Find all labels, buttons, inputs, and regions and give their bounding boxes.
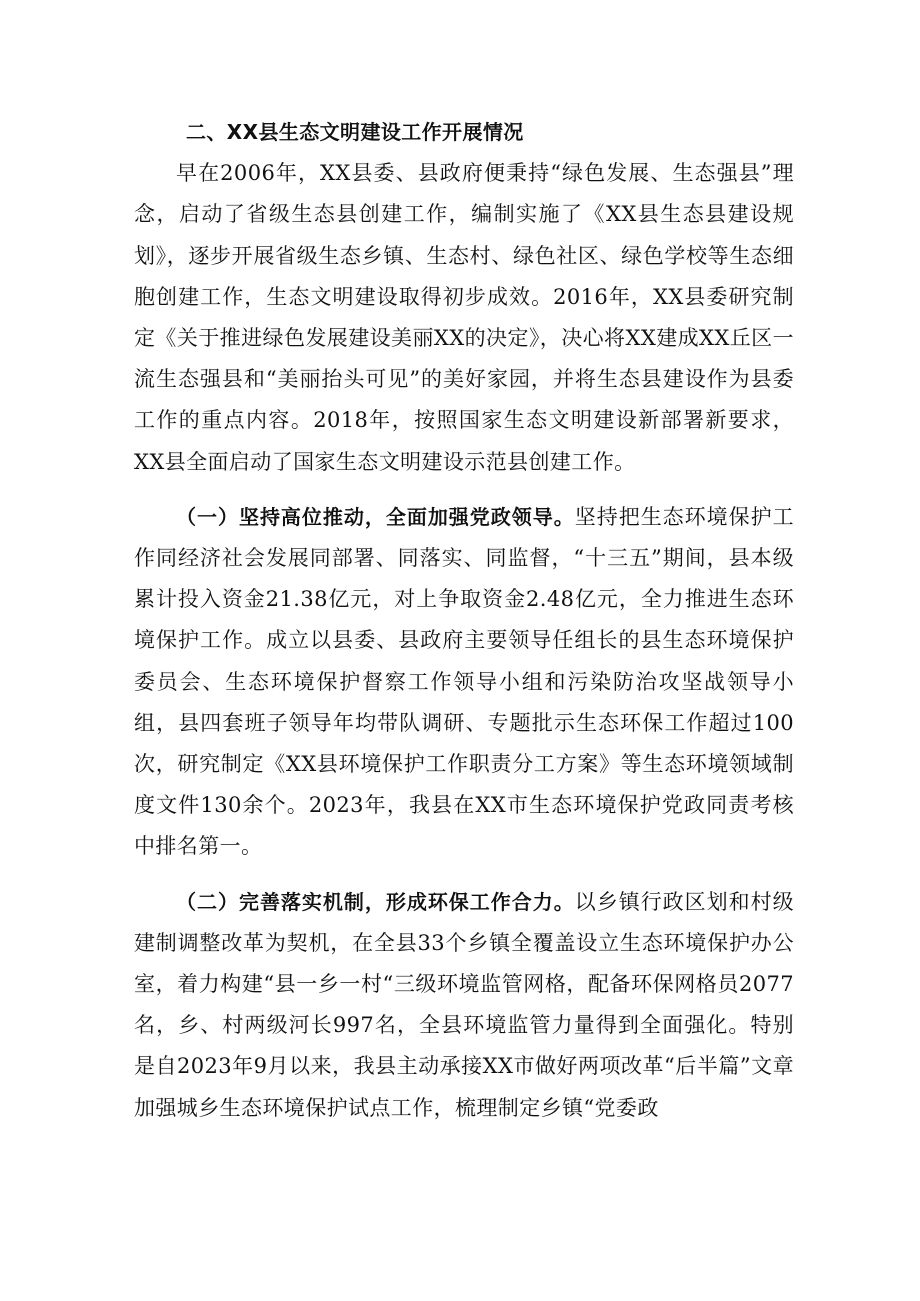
paragraph-mechanism	[134, 882, 794, 1129]
paragraph-leadership-body: 坚持把生态环境保护工作同经济社会发展同部署、同落实、同监督，“十三五”期间，县本级累计投入资金21.38亿元，对上争取资金2.48亿元，全力推进生态环境保护工作。成立以县委、县政府主要领导任组长的县生态环境保护委员会、生态环境保护督察工作领导小组和污染防治攻坚战领导小组，县四套班子领导年均带队调研、专题批示生态环保工作超过100次，研究制定《XX县环境保护工作职责分工方案》等生态环境领域制度文件130余个。2023年，我县在XX市生态环境保护党政同责考核中排名第一。	[134, 504, 795, 859]
paragraph-overview: 早在2006年，XX县委、县政府便秉持“绿色发展、生态强县”理念，启动了省级生态县创建工作，编制实施了《XX县生态县建设规划》，逐步开展省级生态乡镇、生态村、绿色社区、绿色学校等生态细胞创建工作，生态文明建设取得初步成效。2016年，XX县委研究制定《关于推进绿色发展建设美丽XX的决定》，决心将XX建成XX丘区一流生态强县和“美丽抬头可见”的美好家园，并将生态县建设作为县委工作的重点内容。2018年，按照国家生态文明建设新部署新要求，XX县全面启动了国家生态文明建设示范县创建工作。	[134, 161, 794, 474]
paragraph-mechanism-body: 以乡镇行政区划和村级建制调整改革为契机，在全县33个乡镇全覆盖设立生态环境保护办公室，着力构建“县一乡一村“三级环境监管网格，配备环保网格员2077名，乡、村两级河长997名，全县环境监管力量得到全面强化。特别是自2023年9月以来，我县主动承接XX市做好两项改革“后半篇”文章加强城乡生态环境保护试点工作，梳理制定乡镇“党委政	[134, 889, 795, 1120]
paragraph-leadership-lead: （一）坚持高位推动，全面加强党政领导。	[176, 504, 575, 529]
section-heading: 二、XX县生态文明建设工作开展情况	[186, 120, 524, 144]
document-body	[134, 112, 794, 1129]
paragraph-mechanism-lead: （二）完善落实机制，形成环保工作合力。	[176, 889, 575, 914]
paragraph-leadership	[134, 497, 794, 868]
